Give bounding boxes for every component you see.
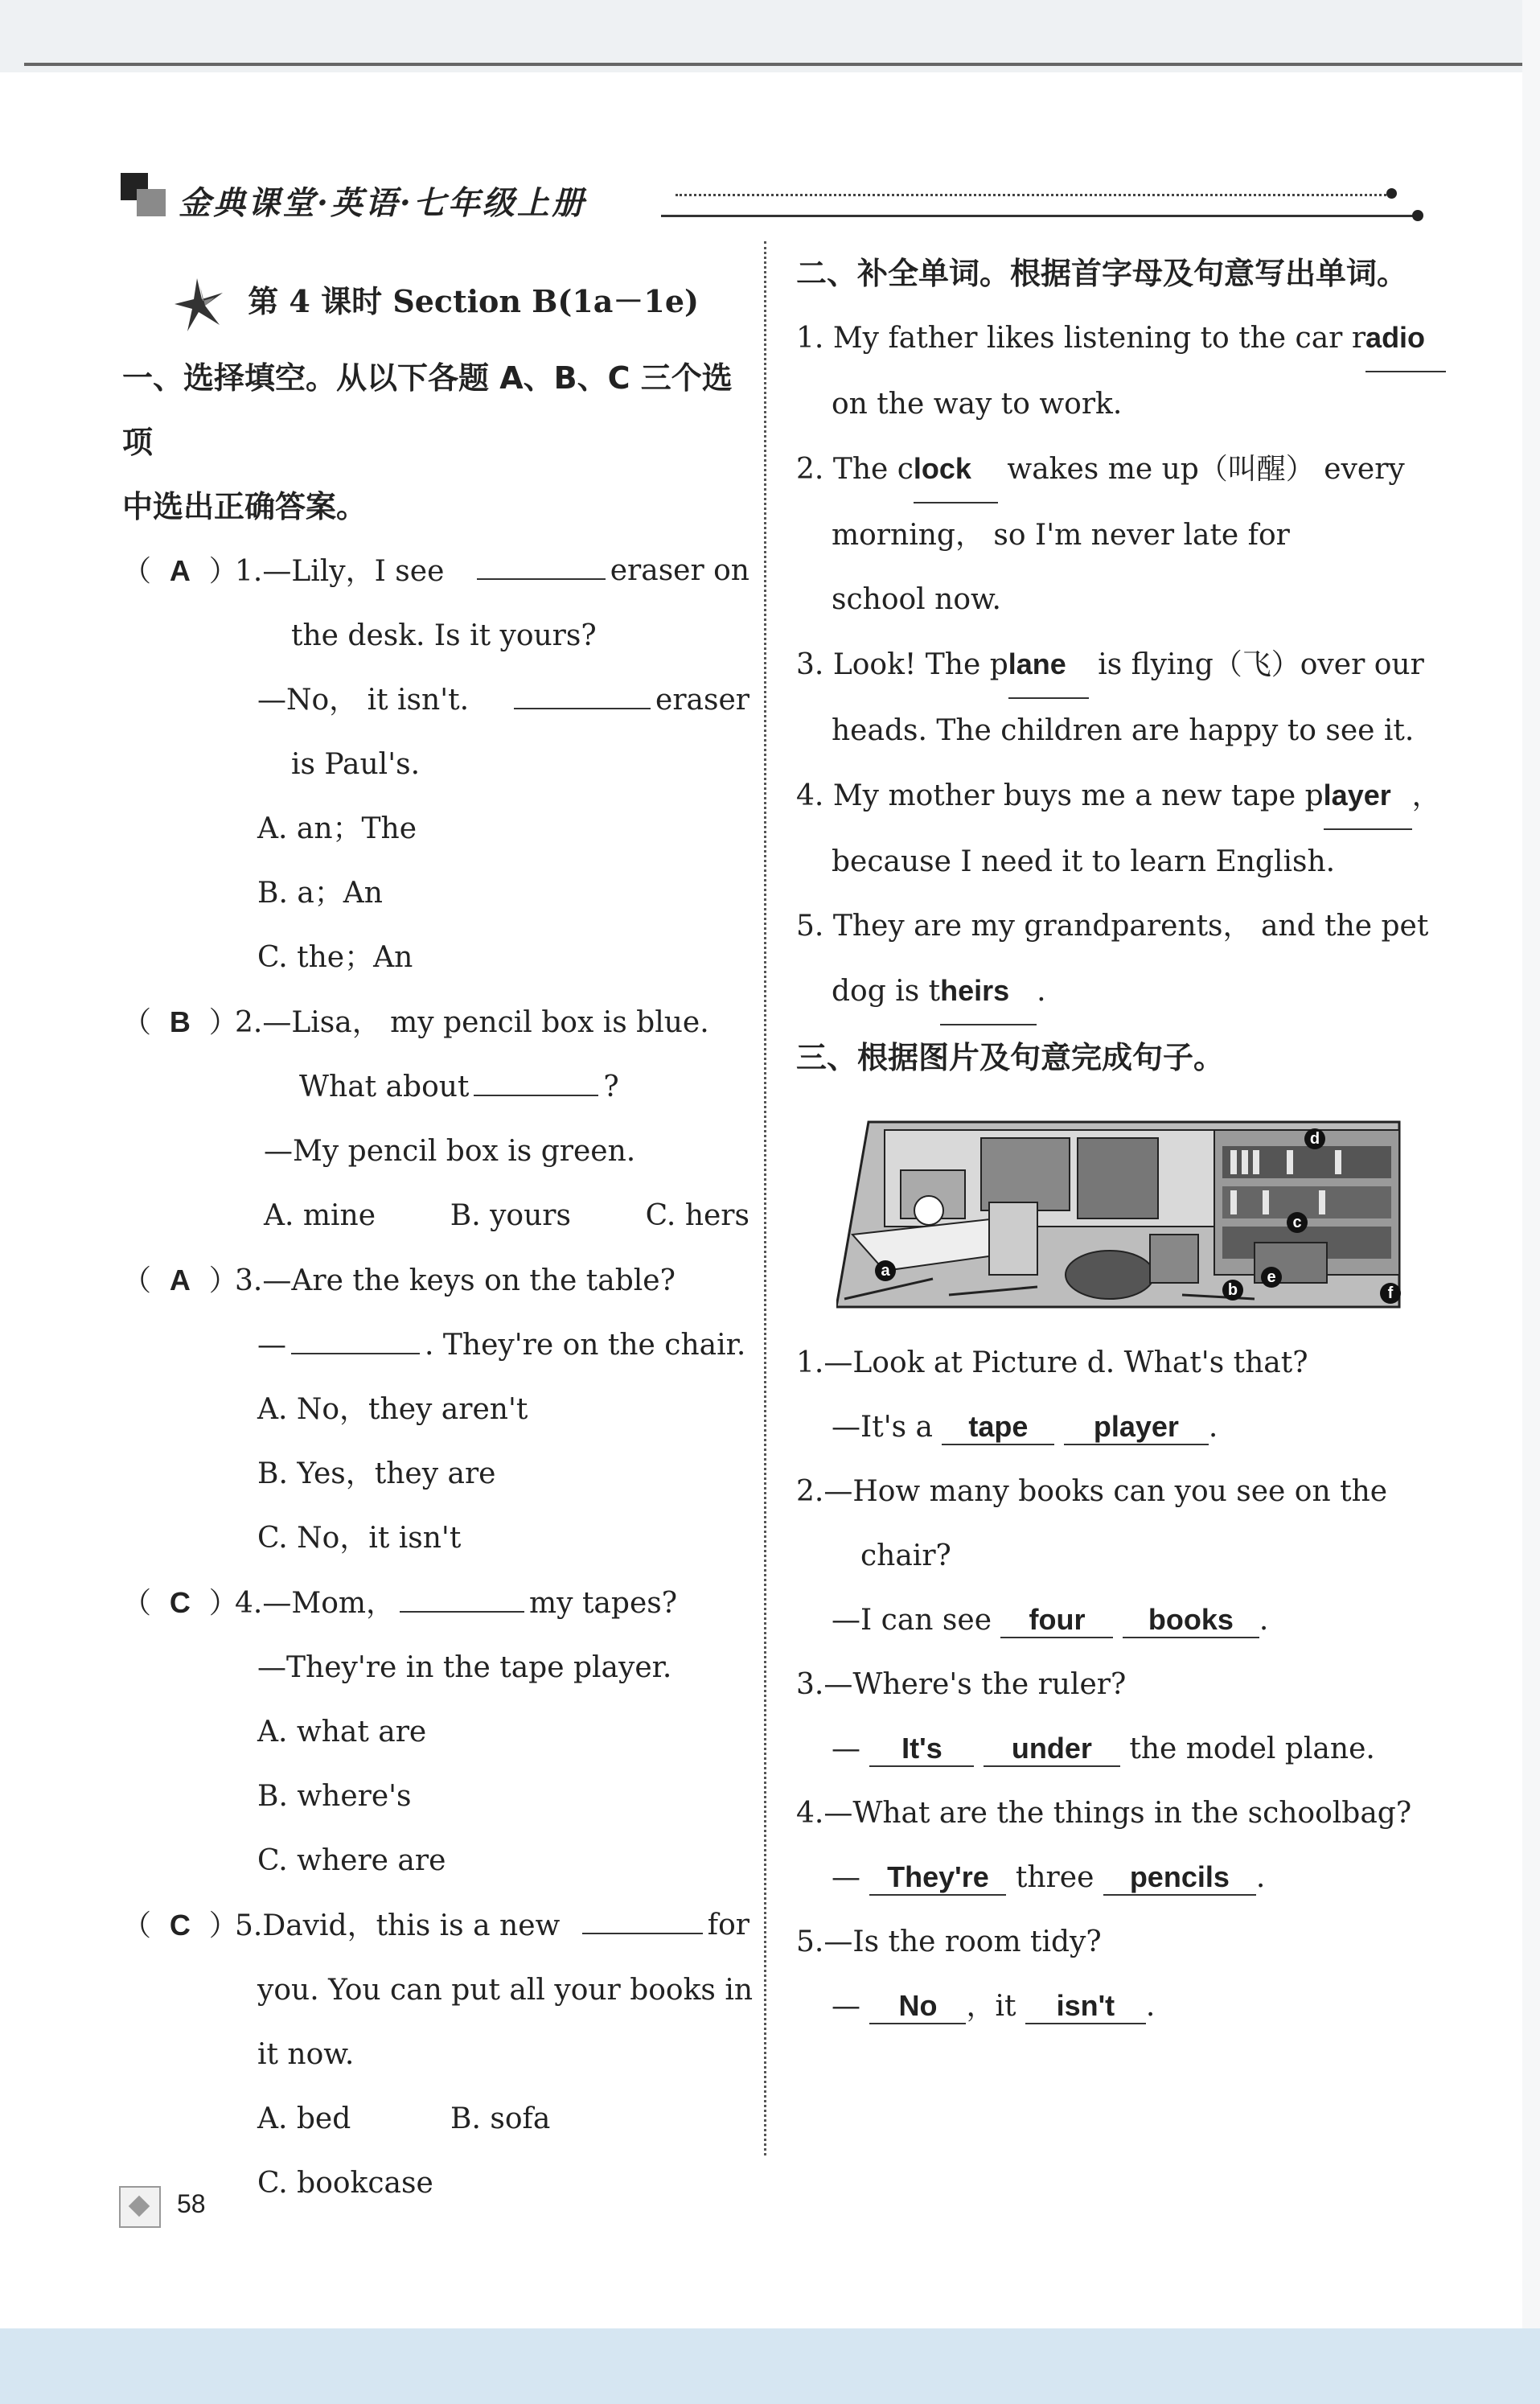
t2-end: . — [1259, 1604, 1269, 1637]
t2-question-2: chair? — [860, 1539, 951, 1572]
q5-text-a: David，this is a new — [262, 1909, 561, 1942]
picture-label-e: e — [1261, 1267, 1282, 1288]
t5-middle: ，it — [966, 1990, 1016, 2023]
q2-number: 2. — [235, 1006, 263, 1039]
s5-answer-blank[interactable] — [940, 959, 1037, 1025]
t3-answer-lead: — — [832, 1732, 860, 1765]
section3-title: 三、根据图片及句意完成句子。 — [796, 1040, 1225, 1075]
t4-answer-lead: — — [832, 1861, 860, 1894]
t4-middle: three — [1015, 1861, 1094, 1894]
q2-text-a: —Lisa， my pencil box is blue. — [262, 1006, 709, 1039]
q1-option-b: B. a；An — [257, 877, 383, 910]
t3-answer-line — [796, 1717, 1423, 1781]
q5-line3: it now. — [257, 2038, 355, 2071]
t5-question — [796, 1910, 1423, 1975]
q2-text-c: ? — [603, 1070, 619, 1103]
q3-text-a: —Are the keys on the table? — [262, 1264, 676, 1297]
s3-answer: lane — [1008, 647, 1066, 680]
s4-line1 — [796, 763, 1441, 830]
s1-text: My father likes listening to the car r — [832, 322, 1366, 355]
s1-line2: on the way to work. — [832, 388, 1123, 421]
q2-option-b: B. yours — [450, 1199, 571, 1232]
q4-line1 — [122, 1571, 749, 1636]
q4-option-a: A. what are — [257, 1716, 427, 1749]
q2-line3: —My pencil box is green. — [264, 1135, 636, 1168]
s2-line1 — [796, 437, 1423, 503]
q2-option-a: A. mine — [264, 1199, 376, 1232]
q4-option-b: B. where's — [257, 1780, 412, 1813]
q3-line1 — [122, 1248, 749, 1313]
q1-number: 1. — [235, 555, 263, 588]
s5-text-a: They are my grandparents， and the pet — [832, 910, 1429, 943]
room-picture — [836, 1114, 1407, 1315]
s2-number: 2. — [796, 453, 824, 486]
t5-end: . — [1145, 1990, 1156, 2023]
s4-number: 4. — [796, 779, 824, 812]
scan-top-band — [0, 0, 1540, 72]
picture-label-b: b — [1222, 1280, 1243, 1301]
q4-text-b: my tapes? — [529, 1587, 678, 1620]
t2-answer-1[interactable]: four — [1000, 1603, 1113, 1638]
t4-question — [796, 1781, 1423, 1846]
header-dotted-rule — [676, 194, 1391, 196]
q4-answer: C — [169, 1586, 191, 1619]
q3-blank[interactable] — [291, 1321, 420, 1354]
q5-answer-paren: （ C ） — [122, 1909, 238, 1942]
s3-answer-blank[interactable] — [1008, 632, 1089, 699]
s4-answer-blank[interactable] — [1324, 763, 1412, 830]
t4-text: —What are the things in the schoolbag? — [823, 1797, 1412, 1830]
t1-answer-lead: —It's a — [832, 1411, 933, 1444]
q1-text-c: —No， it isn't. — [257, 684, 470, 717]
q1-line1 — [122, 539, 749, 604]
t5-answer-2[interactable]: isn't — [1025, 1989, 1146, 2024]
t3-answer-2[interactable]: under — [984, 1732, 1120, 1767]
s5-line2 — [796, 959, 1423, 1025]
t5-answer-line — [796, 1975, 1423, 2039]
q1-line4: is Paul's. — [291, 748, 421, 781]
page-header — [121, 173, 1423, 221]
left-column — [122, 257, 754, 2216]
t4-number: 4. — [796, 1797, 824, 1830]
lesson-title: 第 4 课时 Section B(1a－1e) — [248, 283, 700, 319]
t2-number: 2. — [796, 1475, 824, 1508]
t4-answer-1[interactable]: They're — [869, 1860, 1006, 1896]
header-logo-icon — [121, 173, 166, 216]
header-title: 金典课堂·英语·七年级上册 — [179, 184, 586, 222]
q1-option-a: A. an；The — [257, 812, 417, 845]
s5-line1 — [796, 894, 1429, 959]
q4-line2: —They're in the tape player. — [257, 1651, 672, 1684]
q4-blank[interactable] — [400, 1579, 524, 1613]
q3-dash: — — [257, 1329, 286, 1362]
q1-line2: the desk. Is it yours? — [291, 619, 597, 652]
picture-label-f: f — [1380, 1283, 1401, 1304]
q3-number: 3. — [235, 1264, 263, 1297]
q5-options-ab — [122, 2087, 749, 2151]
q1-text-b: eraser on — [610, 554, 749, 587]
t5-text: —Is the room tidy? — [823, 1925, 1102, 1958]
t3-number: 3. — [796, 1668, 824, 1701]
q4-number: 4. — [235, 1587, 263, 1620]
scan-bottom-band — [0, 2328, 1540, 2404]
scan-top-edge — [24, 63, 1528, 66]
q2-text-b: What about — [299, 1070, 470, 1103]
page-number-icon — [119, 2186, 161, 2228]
q4-text-a: —Mom， — [262, 1587, 396, 1620]
t4-answer-2[interactable]: pencils — [1103, 1860, 1256, 1896]
q5-text-b: for — [707, 1909, 749, 1942]
q4-answer-paren: （ C ） — [122, 1586, 238, 1620]
s4-line2: because I need it to learn English. — [832, 845, 1336, 878]
t4-end: . — [1255, 1861, 1266, 1894]
q2-options — [122, 1184, 749, 1248]
s2-text-b: wakes me up（叫醒） every — [1007, 453, 1405, 486]
picture-label-a: a — [875, 1260, 896, 1281]
header-rule — [661, 215, 1417, 217]
picture-label-c: c — [1287, 1212, 1308, 1233]
q2-option-c: C. hers — [645, 1199, 749, 1232]
t3-answer-1[interactable]: It's — [869, 1732, 974, 1767]
t1-answer-2[interactable]: player — [1064, 1410, 1209, 1445]
q5-number: 5. — [235, 1909, 263, 1942]
q2-blank[interactable] — [474, 1062, 598, 1096]
column-divider — [764, 241, 766, 2155]
s3-text-b: is flying（飞）over our — [1098, 648, 1424, 681]
q3-option-a: A. No，they aren't — [257, 1393, 528, 1426]
t2-answer-2[interactable]: books — [1123, 1603, 1259, 1638]
s3-line2: heads. The children are happy to see it. — [832, 714, 1415, 747]
t4-answer-line — [796, 1846, 1423, 1910]
q1-blank2[interactable] — [514, 676, 651, 709]
s3-text-a: Look! The p — [832, 648, 1008, 681]
q2-line1 — [122, 990, 749, 1055]
q2-answer: B — [169, 1005, 191, 1038]
s1-answer-blank[interactable] — [1365, 306, 1446, 372]
s2-line2: morning， so I'm never late for — [832, 519, 1290, 552]
section2-title: 二、补全单词。根据首字母及句意写出单词。 — [796, 256, 1408, 291]
q1-text-d: eraser — [655, 684, 749, 717]
q2-line2 — [122, 1055, 749, 1120]
t1-end: . — [1208, 1411, 1218, 1444]
section1-title-line2: 中选出正确答案。 — [122, 489, 368, 524]
q5-option-a: A. bed — [257, 2102, 351, 2135]
q3-option-b: B. Yes，they are — [257, 1457, 496, 1490]
s3-line1 — [796, 632, 1423, 699]
t3-end: the model plane. — [1129, 1732, 1375, 1765]
s4-text-b: ， — [1411, 779, 1441, 812]
q5-option-b: B. sofa — [450, 2102, 551, 2135]
s2-answer: lock — [913, 452, 971, 485]
sparkle-icon — [173, 277, 229, 333]
s2-answer-blank[interactable] — [914, 437, 998, 503]
page-number: 58 — [177, 2189, 206, 2218]
t5-number: 5. — [796, 1925, 824, 1958]
q5-option-c: C. bookcase — [257, 2167, 433, 2200]
q1-blank1[interactable] — [477, 546, 606, 580]
t1-number: 1. — [796, 1346, 824, 1379]
s1-line1 — [796, 306, 1426, 372]
header-dot — [1386, 188, 1397, 199]
lesson-title-row — [122, 257, 749, 346]
q3-text-b: . They're on the chair. — [425, 1329, 746, 1362]
s2-line3: school now. — [832, 583, 1001, 616]
t2-answer-line — [796, 1588, 1423, 1653]
t1-question — [796, 1331, 1423, 1395]
q1-text-a: —Lily，I see — [262, 555, 445, 588]
q5-answer: C — [169, 1909, 191, 1942]
q5-blank[interactable] — [582, 1901, 703, 1934]
q5-line2: you. You can put all your books in — [257, 1974, 754, 2007]
q3-option-c: C. No，it isn't — [257, 1522, 462, 1555]
t1-answer-1[interactable]: tape — [942, 1410, 1054, 1445]
q1-answer-paren: （ A ） — [122, 554, 238, 588]
q2-answer-paren: （ B ） — [122, 1005, 238, 1039]
t2-text: —How many books can you see on the — [823, 1475, 1388, 1508]
t5-answer-lead: — — [832, 1990, 860, 2023]
q1-option-c: C. the；An — [257, 941, 413, 974]
q5-line1 — [122, 1893, 749, 1958]
s5-text-c: . — [1037, 975, 1046, 1008]
s5-answer: heirs — [940, 974, 1010, 1007]
q1-line3 — [122, 668, 749, 733]
s2-text-a: The c — [832, 453, 914, 486]
t2-answer-lead: —I can see — [832, 1604, 992, 1637]
s1-number: 1. — [796, 322, 824, 355]
s3-number: 3. — [796, 648, 824, 681]
section1-title-line1: 一、选择填空。从以下各题 A、B、C 三个选项 — [122, 360, 733, 460]
t5-answer-1[interactable]: No — [869, 1989, 966, 2024]
s4-text-a: My mother buys me a new tape p — [832, 779, 1324, 812]
t1-answer-line — [796, 1395, 1423, 1460]
scan-right-edge — [1522, 0, 1540, 2404]
picture-label-d: d — [1304, 1128, 1325, 1149]
header-dot-end — [1412, 210, 1423, 221]
q4-option-c: C. where are — [257, 1844, 446, 1877]
t3-question — [796, 1653, 1423, 1717]
q3-line2 — [122, 1313, 749, 1378]
right-column — [796, 241, 1441, 2039]
s4-answer: layer — [1323, 779, 1391, 812]
t3-text: —Where's the ruler? — [823, 1668, 1127, 1701]
t2-question — [796, 1460, 1423, 1524]
t1-text: —Look at Picture d. What's that? — [823, 1346, 1308, 1379]
q3-answer: A — [169, 1264, 191, 1297]
q1-answer: A — [169, 554, 191, 587]
q3-answer-paren: （ A ） — [122, 1264, 238, 1297]
s1-answer: adio — [1365, 321, 1426, 354]
s5-number: 5. — [796, 910, 824, 943]
s5-text-b: dog is t — [832, 975, 941, 1008]
